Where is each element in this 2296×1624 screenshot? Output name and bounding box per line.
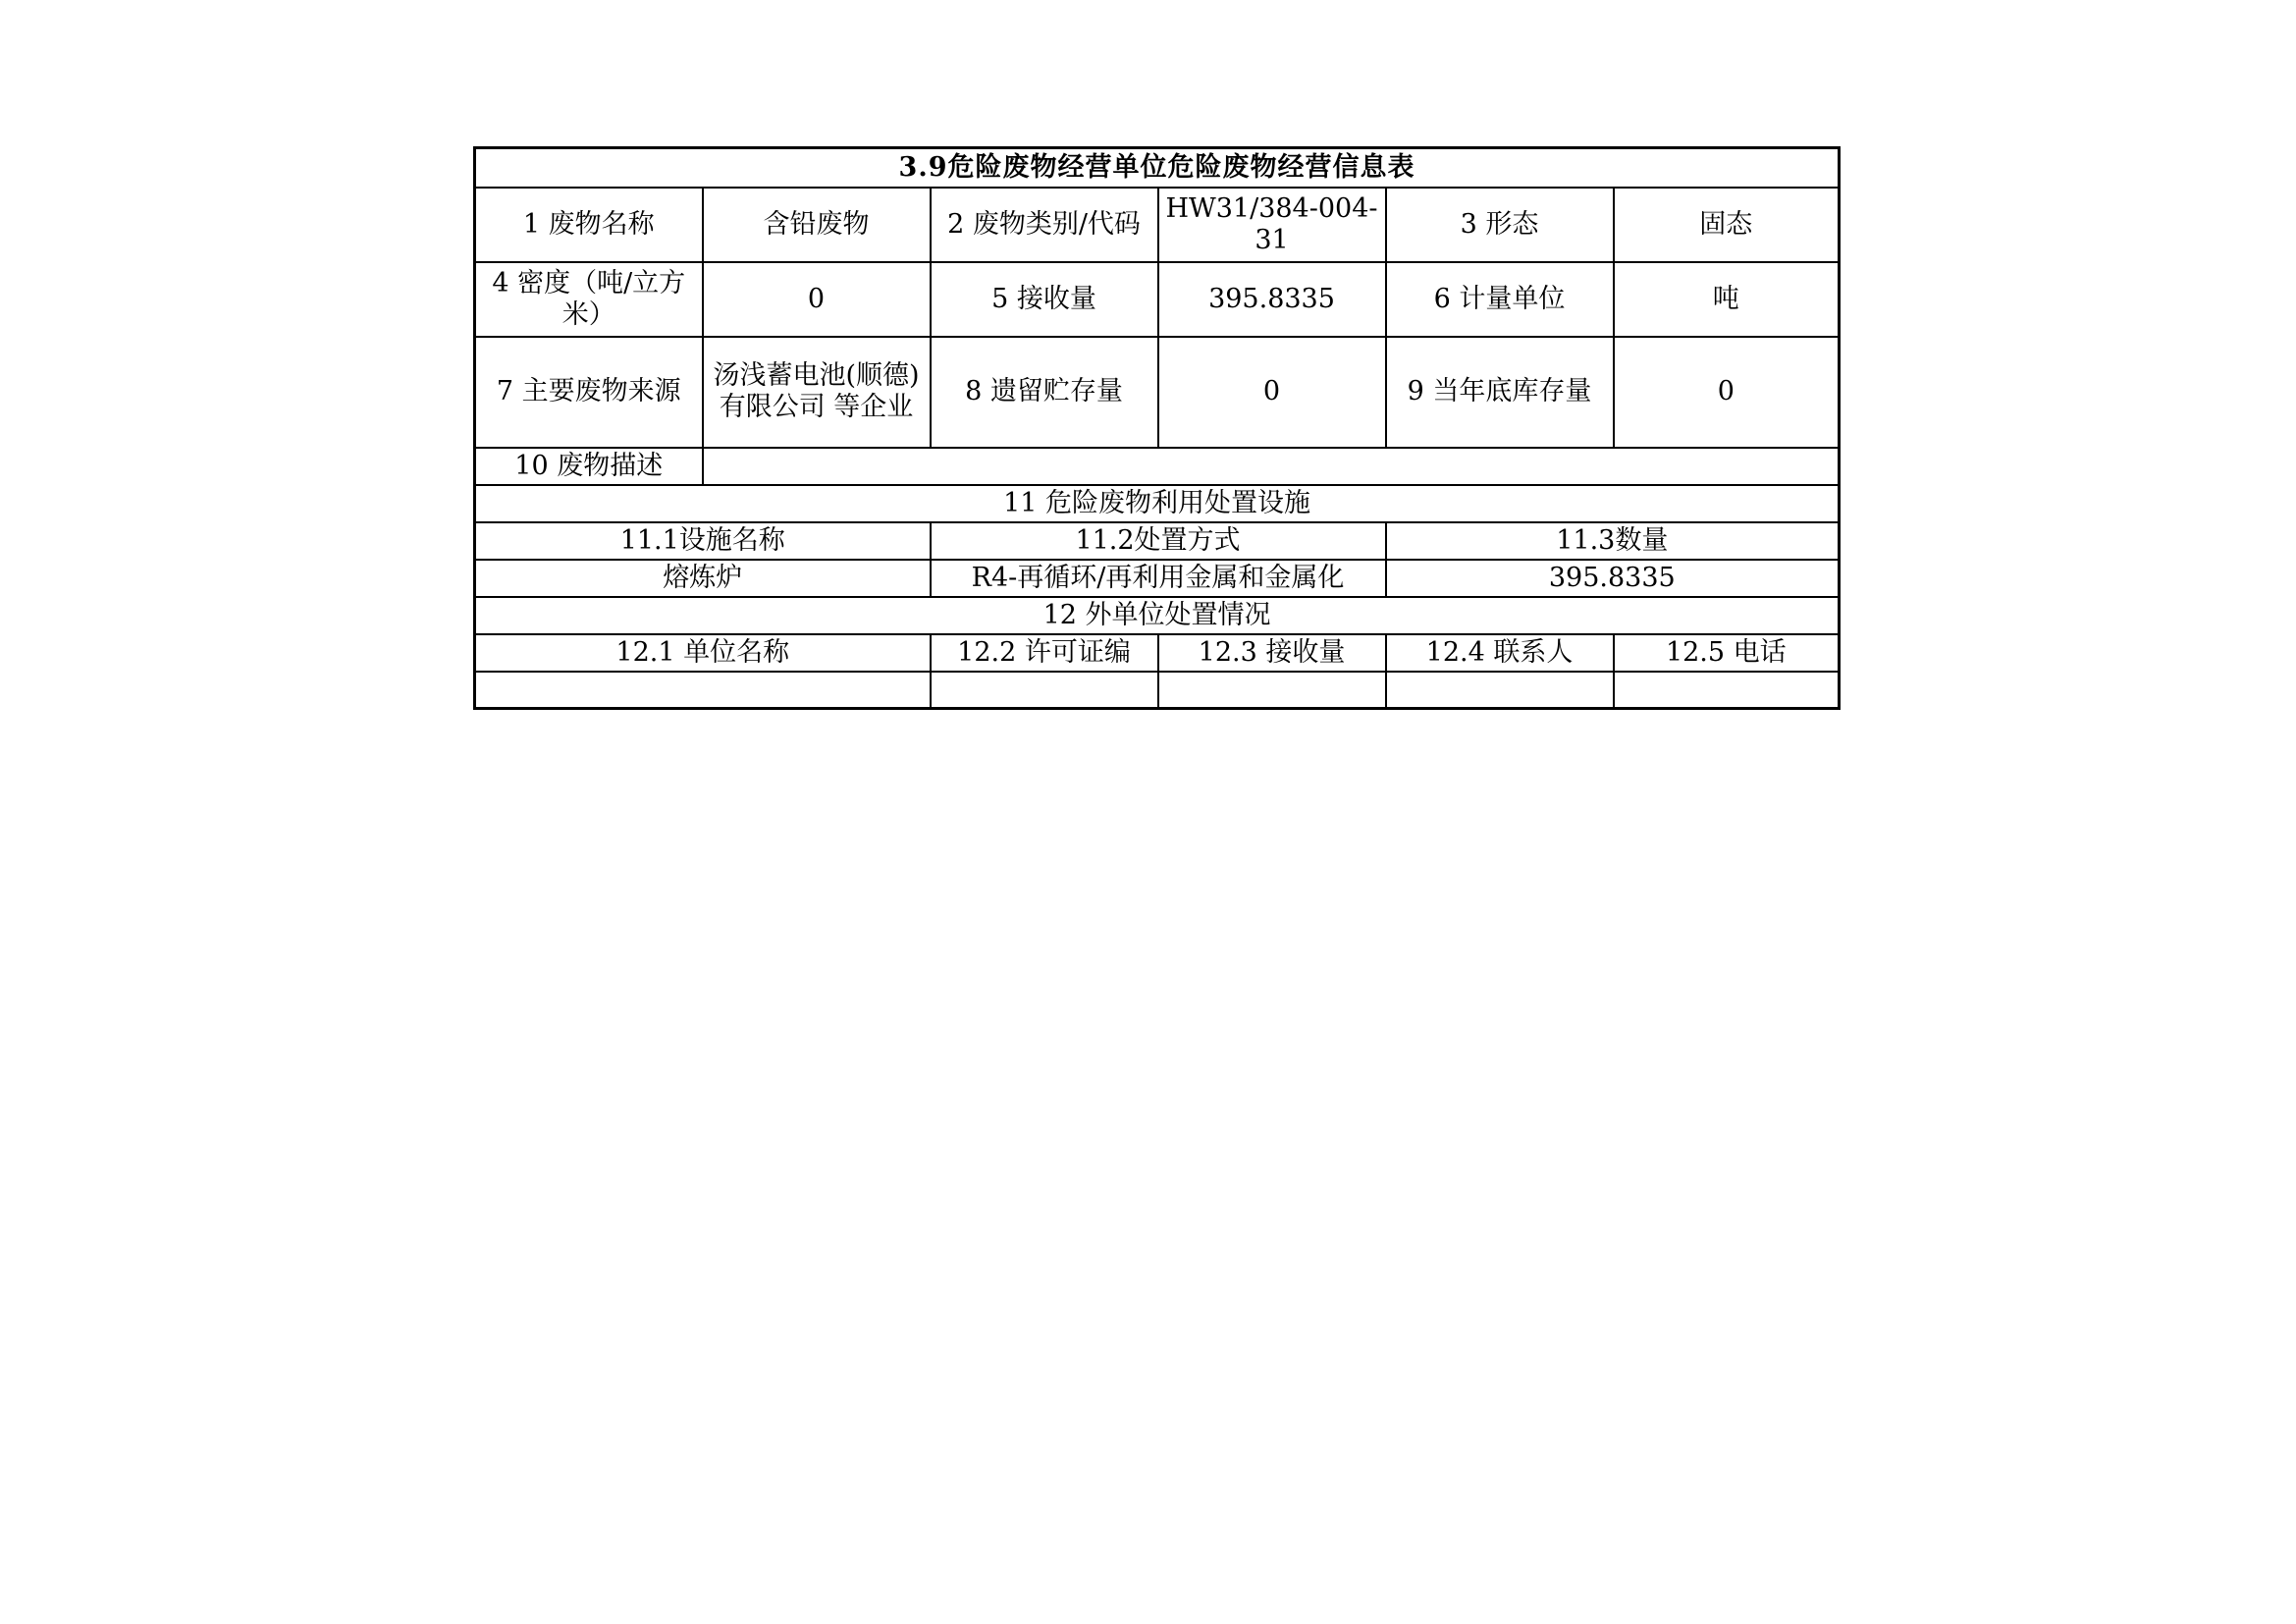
unit-name-header: 12.1 单位名称 (475, 634, 931, 672)
waste-name-label: 1 废物名称 (475, 188, 703, 262)
license-header: 12.2 许可证编 (931, 634, 1158, 672)
waste-source-label: 7 主要废物来源 (475, 337, 703, 448)
received-amount-value: 395.8335 (1158, 262, 1386, 337)
facility-name-header: 11.1设施名称 (475, 522, 931, 560)
density-value: 0 (703, 262, 931, 337)
contact-cell (1386, 672, 1614, 709)
disposal-method-header: 11.2处置方式 (931, 522, 1386, 560)
legacy-storage-value: 0 (1158, 337, 1386, 448)
legacy-storage-label: 8 遗留贮存量 (931, 337, 1158, 448)
hazardous-waste-info-table (473, 146, 1841, 710)
year-end-stock-label: 9 当年底库存量 (1386, 337, 1614, 448)
received-cell (1158, 672, 1386, 709)
quantity-header: 11.3数量 (1386, 522, 1840, 560)
received-amount-label: 5 接收量 (931, 262, 1158, 337)
measure-unit-label: 6 计量单位 (1386, 262, 1614, 337)
waste-category-label: 2 废物类别/代码 (931, 188, 1158, 262)
contact-header: 12.4 联系人 (1386, 634, 1614, 672)
year-end-stock-value: 0 (1614, 337, 1840, 448)
unit-name-cell (475, 672, 931, 709)
waste-description-label: 10 废物描述 (475, 448, 703, 485)
quantity-value: 395.8335 (1386, 560, 1840, 597)
table-title: 3.9危险废物经营单位危险废物经营信息表 (475, 148, 1840, 188)
received-header: 12.3 接收量 (1158, 634, 1386, 672)
facility-section-heading: 11 危险废物利用处置设施 (475, 485, 1840, 522)
density-label: 4 密度（吨/立方米） (475, 262, 703, 337)
waste-source-value: 汤浅蓄电池(顺德)有限公司 等企业 (703, 337, 931, 448)
phone-cell (1614, 672, 1840, 709)
facility-name-value: 熔炼炉 (475, 560, 931, 597)
external-disposal-heading: 12 外单位处置情况 (475, 597, 1840, 634)
waste-category-value: HW31/384-004-31 (1158, 188, 1386, 262)
waste-description-value (703, 448, 1840, 485)
waste-form-value: 固态 (1614, 188, 1840, 262)
disposal-method-value: R4-再循环/再利用金属和金属化 (931, 560, 1386, 597)
waste-form-label: 3 形态 (1386, 188, 1614, 262)
waste-name-value: 含铅废物 (703, 188, 931, 262)
phone-header: 12.5 电话 (1614, 634, 1840, 672)
measure-unit-value: 吨 (1614, 262, 1840, 337)
license-cell (931, 672, 1158, 709)
